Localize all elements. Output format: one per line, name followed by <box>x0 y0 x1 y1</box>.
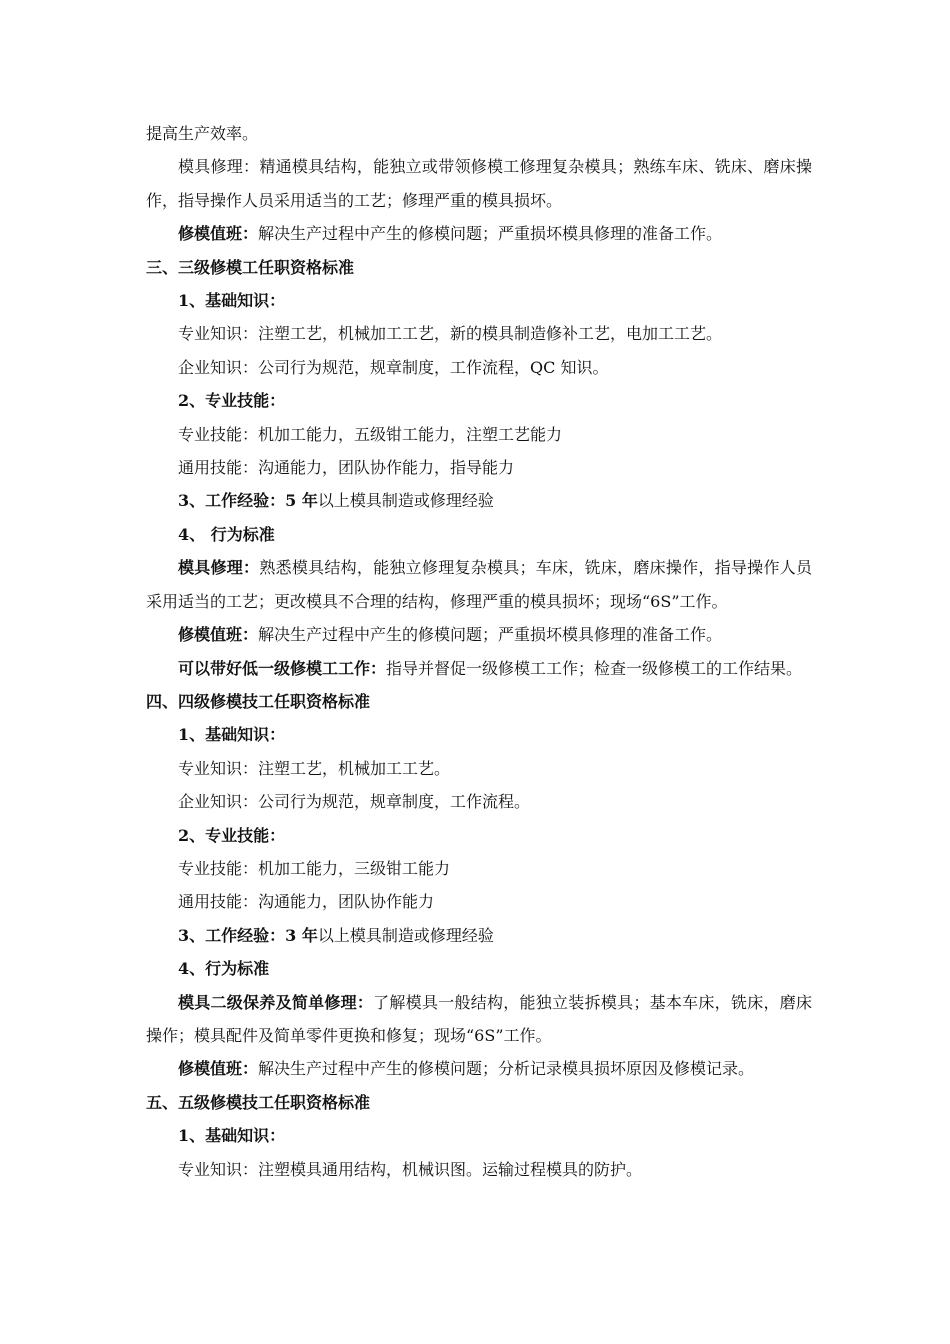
inline-label: 修模值班： <box>178 1059 259 1079</box>
inline-text: 了解模具一般结构，能独立装拆模具；基本车床，铣床，磨床操作；模具配件及简单零件更换和修复；现场“6S”工作。 <box>146 992 812 1045</box>
paragraph <box>146 217 812 250</box>
paragraph <box>146 618 812 651</box>
subsection-heading: 4、行为标准 <box>178 959 270 979</box>
inline-label: 模具修理： <box>178 558 260 578</box>
paragraph <box>146 551 812 618</box>
inline-text: 解决生产过程中产生的修模问题；严重损坏模具修理的准备工作。 <box>258 625 723 645</box>
paragraph: 专业知识：注塑模具通用结构，机械识图。运输过程模具的防护。 <box>178 1159 643 1179</box>
inline-text: 解决生产过程中产生的修模问题；分析记录模具损坏原因及修模记录。 <box>258 1059 755 1079</box>
inline-text: 指导并督促一级修模工工作；检查一级修模工的工作结果。 <box>386 658 803 678</box>
inline-text: 以上模具制造或修理经验 <box>317 925 494 945</box>
inline-label: 修模值班： <box>178 224 259 244</box>
subsection-heading: 1、基础知识： <box>178 291 286 311</box>
paragraph: 专业技能：机加工能力，五级钳工能力，注塑工艺能力 <box>178 424 563 444</box>
inline-text: 熟悉模具结构，能独立修理复杂模具；车床，铣床，磨床操作，指导操作人员采用适当的工艺；更改模具不合理的结构，修理严重的模具损坏；现场“6S”工作。 <box>146 558 812 611</box>
paragraph <box>146 652 812 685</box>
paragraph <box>146 986 812 1053</box>
subsection-heading: 2、专业技能： <box>178 391 286 411</box>
inline-label: 可以带好低一级修模工工作： <box>178 658 387 678</box>
subsection-heading: 4、 行为标准 <box>178 524 275 544</box>
inline-label: 模具修理： <box>178 157 260 177</box>
paragraph: 通用技能：沟通能力，团队协作能力，指导能力 <box>178 458 515 478</box>
paragraph: 专业知识：注塑工艺，机械加工工艺。 <box>178 758 451 778</box>
paragraph: 企业知识：公司行为规范，规章制度，工作流程，QC 知识。 <box>178 357 609 377</box>
paragraph <box>146 484 812 517</box>
paragraph <box>146 150 812 217</box>
section-heading: 三、三级修模工任职资格标准 <box>146 257 355 277</box>
inline-text: 解决生产过程中产生的修模问题；严重损坏模具修理的准备工作。 <box>258 224 723 244</box>
paragraph: 企业知识：公司行为规范，规章制度，工作流程。 <box>178 792 531 812</box>
section-heading: 五、五级修模技工任职资格标准 <box>146 1092 371 1112</box>
subsection-heading: 2、专业技能： <box>178 825 286 845</box>
inline-text: 精通模具结构，能独立或带领修模工修理复杂模具；熟练车床、铣床、磨床操作，指导操作人员采用适当的工艺；修理严重的模具损坏。 <box>146 157 812 210</box>
paragraph: 提高生产效率。 <box>146 124 259 143</box>
subsection-heading: 1、基础知识： <box>178 725 286 745</box>
section-heading: 四、四级修模技工任职资格标准 <box>146 691 371 711</box>
paragraph <box>146 919 812 952</box>
inline-label: 模具二级保养及简单修理： <box>178 992 374 1012</box>
paragraph <box>146 1052 812 1085</box>
inline-label: 3、工作经验：3 年 <box>178 925 318 945</box>
inline-label: 3、工作经验：5 年 <box>178 491 318 511</box>
inline-label: 修模值班： <box>178 625 259 645</box>
paragraph: 专业知识：注塑工艺，机械加工工艺，新的模具制造修补工艺，电加工工艺。 <box>178 324 723 344</box>
paragraph: 专业技能：机加工能力，三级钳工能力 <box>178 858 451 878</box>
subsection-heading: 1、基础知识： <box>178 1126 286 1146</box>
paragraph: 通用技能：沟通能力，团队协作能力 <box>178 892 435 912</box>
inline-text: 以上模具制造或修理经验 <box>317 491 494 511</box>
